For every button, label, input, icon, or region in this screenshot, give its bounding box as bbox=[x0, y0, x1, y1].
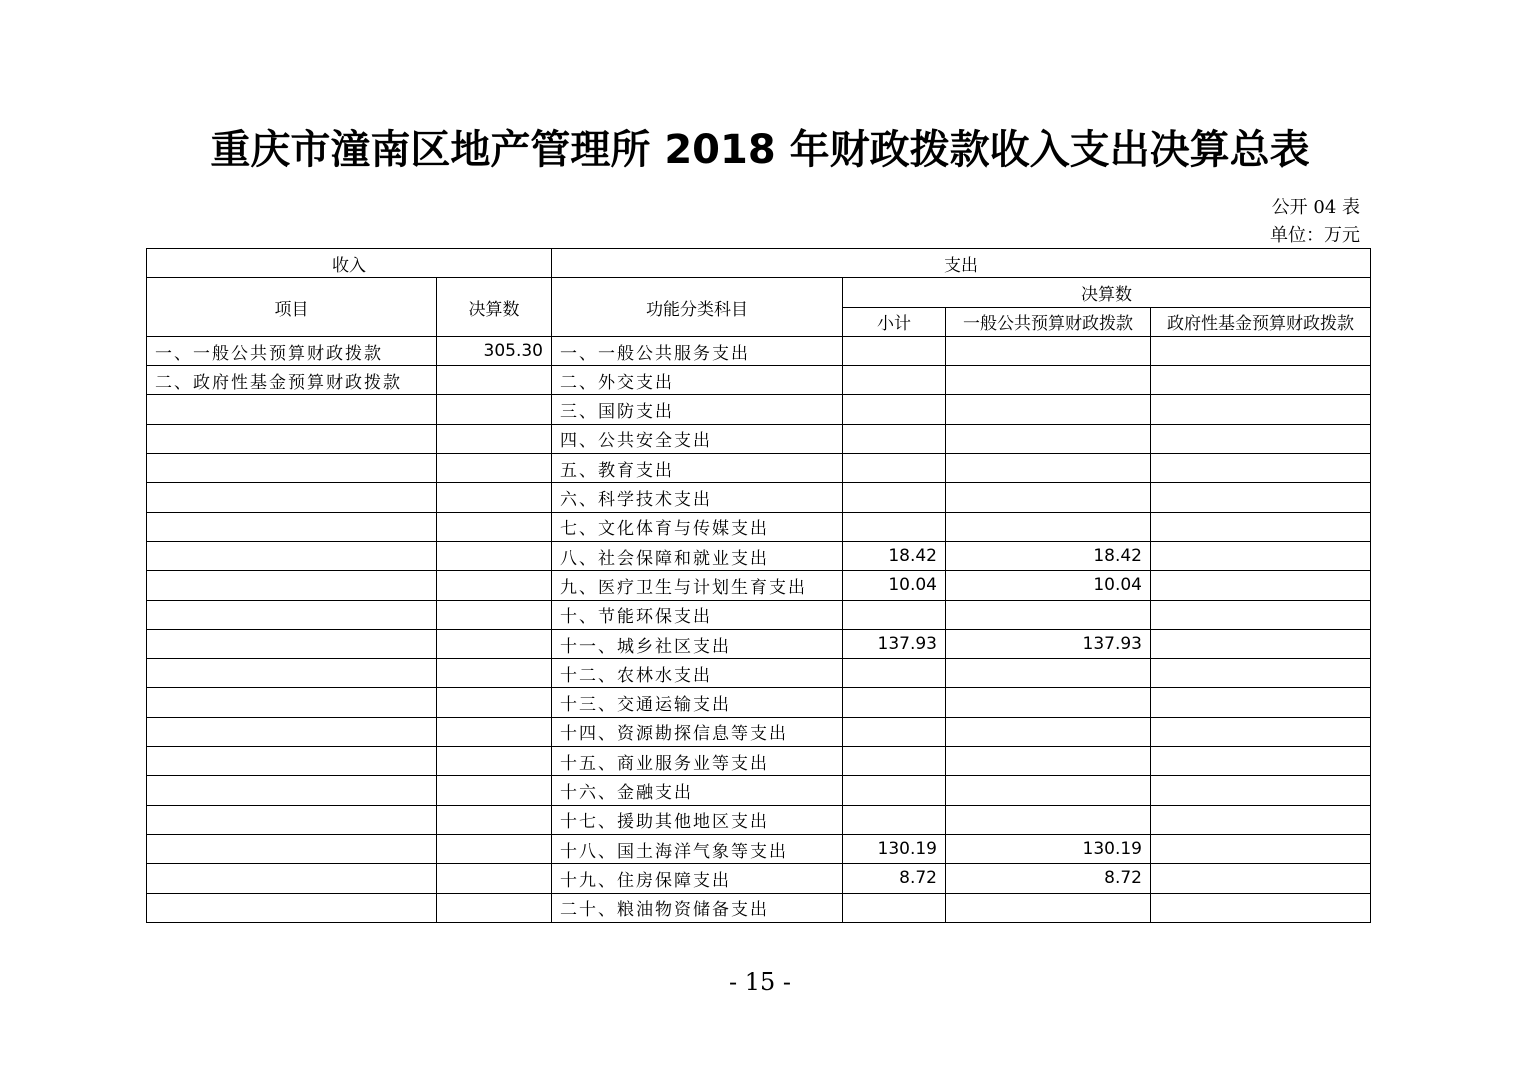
gov-fund-cell bbox=[1151, 366, 1371, 395]
income-amount-cell bbox=[437, 659, 552, 688]
general-budget-cell bbox=[946, 747, 1151, 776]
general-budget-cell bbox=[946, 688, 1151, 717]
general-budget-cell: 137.93 bbox=[946, 629, 1151, 658]
general-budget-cell bbox=[946, 424, 1151, 453]
income-item-cell bbox=[147, 776, 437, 805]
general-budget-cell bbox=[946, 659, 1151, 688]
subtotal-cell: 10.04 bbox=[843, 571, 946, 600]
expense-item-cell: 十五、商业服务业等支出 bbox=[552, 747, 843, 776]
income-amount-cell bbox=[437, 864, 552, 893]
subtotal-cell bbox=[843, 776, 946, 805]
income-amount-cell bbox=[437, 571, 552, 600]
table-row bbox=[147, 864, 1371, 893]
subtotal-cell bbox=[843, 717, 946, 746]
general-budget-cell bbox=[946, 395, 1151, 424]
table-row bbox=[147, 717, 1371, 746]
income-item-cell: 二、政府性基金预算财政拨款 bbox=[147, 366, 437, 395]
table-row bbox=[147, 805, 1371, 834]
subtotal-cell bbox=[843, 747, 946, 776]
expense-item-cell: 十、节能环保支出 bbox=[552, 600, 843, 629]
expense-item-cell: 十二、农林水支出 bbox=[552, 659, 843, 688]
income-item-cell: 一、一般公共预算财政拨款 bbox=[147, 336, 437, 365]
expense-item-cell: 十三、交通运输支出 bbox=[552, 688, 843, 717]
subtotal-cell bbox=[843, 893, 946, 922]
income-item-cell bbox=[147, 717, 437, 746]
subtotal-cell bbox=[843, 600, 946, 629]
income-amount-cell bbox=[437, 805, 552, 834]
table-row bbox=[147, 424, 1371, 453]
table-row bbox=[147, 600, 1371, 629]
table-row bbox=[147, 571, 1371, 600]
income-amount-cell bbox=[437, 395, 552, 424]
subtotal-cell bbox=[843, 483, 946, 512]
income-header: 收入 bbox=[147, 249, 552, 278]
gov-fund-cell bbox=[1151, 571, 1371, 600]
expense-item-cell: 十一、城乡社区支出 bbox=[552, 629, 843, 658]
income-amount-cell bbox=[437, 688, 552, 717]
income-item-cell bbox=[147, 834, 437, 863]
income-item-cell bbox=[147, 424, 437, 453]
expense-item-cell: 四、公共安全支出 bbox=[552, 424, 843, 453]
gov-fund-cell bbox=[1151, 424, 1371, 453]
gov-fund-cell bbox=[1151, 454, 1371, 483]
gov-fund-cell bbox=[1151, 336, 1371, 365]
final-amount-header: 决算数 bbox=[843, 278, 1371, 307]
general-budget-cell bbox=[946, 805, 1151, 834]
income-amount-cell bbox=[437, 747, 552, 776]
header-row-1 bbox=[147, 249, 1371, 278]
table-row bbox=[147, 454, 1371, 483]
subtotal-header: 小计 bbox=[843, 307, 946, 336]
expense-item-cell: 十九、住房保障支出 bbox=[552, 864, 843, 893]
expense-item-cell: 八、社会保障和就业支出 bbox=[552, 541, 843, 570]
income-item-cell bbox=[147, 541, 437, 570]
expense-item-cell: 二十、粮油物资储备支出 bbox=[552, 893, 843, 922]
subtotal-cell bbox=[843, 688, 946, 717]
gov-fund-cell bbox=[1151, 600, 1371, 629]
income-amount-cell bbox=[437, 834, 552, 863]
page-number: - 15 - bbox=[728, 968, 791, 996]
gov-fund-cell bbox=[1151, 834, 1371, 863]
table-row bbox=[147, 629, 1371, 658]
gov-fund-cell bbox=[1151, 893, 1371, 922]
income-amount-cell bbox=[437, 424, 552, 453]
budget-table bbox=[146, 248, 1371, 923]
general-budget-cell bbox=[946, 893, 1151, 922]
table-row bbox=[147, 893, 1371, 922]
income-amount-cell bbox=[437, 454, 552, 483]
item-header: 项目 bbox=[147, 278, 437, 337]
expense-item-cell: 九、医疗卫生与计划生育支出 bbox=[552, 571, 843, 600]
income-amount-cell bbox=[437, 600, 552, 629]
table-row bbox=[147, 688, 1371, 717]
gov-fund-cell bbox=[1151, 512, 1371, 541]
expense-item-cell: 三、国防支出 bbox=[552, 395, 843, 424]
income-amount-cell bbox=[437, 512, 552, 541]
general-budget-cell bbox=[946, 512, 1151, 541]
unit-label: 单位：万元 bbox=[1270, 225, 1360, 246]
expense-item-cell: 二、外交支出 bbox=[552, 366, 843, 395]
table-row bbox=[147, 659, 1371, 688]
func-category-header: 功能分类科目 bbox=[552, 278, 843, 337]
expense-item-cell: 十八、国土海洋气象等支出 bbox=[552, 834, 843, 863]
income-item-cell bbox=[147, 659, 437, 688]
income-item-cell bbox=[147, 395, 437, 424]
gov-fund-cell bbox=[1151, 659, 1371, 688]
gov-fund-cell bbox=[1151, 864, 1371, 893]
subtotal-cell bbox=[843, 366, 946, 395]
table-row bbox=[147, 747, 1371, 776]
income-item-cell bbox=[147, 805, 437, 834]
subtotal-cell: 137.93 bbox=[843, 629, 946, 658]
income-amount-cell bbox=[437, 893, 552, 922]
gov-fund-cell bbox=[1151, 747, 1371, 776]
general-budget-cell bbox=[946, 366, 1151, 395]
gov-fund-header: 政府性基金预算财政拨款 bbox=[1151, 307, 1371, 336]
income-item-cell bbox=[147, 688, 437, 717]
subtotal-cell bbox=[843, 805, 946, 834]
form-number: 公开 04 表 bbox=[1271, 197, 1360, 218]
income-item-cell bbox=[147, 600, 437, 629]
gov-fund-cell bbox=[1151, 541, 1371, 570]
income-amount-cell bbox=[437, 541, 552, 570]
income-item-cell bbox=[147, 893, 437, 922]
expense-item-cell: 五、教育支出 bbox=[552, 454, 843, 483]
expense-item-cell: 十四、资源勘探信息等支出 bbox=[552, 717, 843, 746]
general-budget-cell bbox=[946, 600, 1151, 629]
gov-fund-cell bbox=[1151, 395, 1371, 424]
income-item-cell bbox=[147, 512, 437, 541]
table-row bbox=[147, 395, 1371, 424]
document-title: 重庆市潼南区地产管理所 2018 年财政拨款收入支出决算总表 bbox=[210, 127, 1310, 173]
general-budget-cell: 18.42 bbox=[946, 541, 1151, 570]
subtotal-cell bbox=[843, 336, 946, 365]
subtotal-cell: 8.72 bbox=[843, 864, 946, 893]
expense-item-cell: 十七、援助其他地区支出 bbox=[552, 805, 843, 834]
general-budget-cell bbox=[946, 717, 1151, 746]
income-item-cell bbox=[147, 629, 437, 658]
subtotal-cell bbox=[843, 395, 946, 424]
general-budget-cell: 10.04 bbox=[946, 571, 1151, 600]
amount-header: 决算数 bbox=[437, 278, 552, 337]
income-amount-cell bbox=[437, 629, 552, 658]
table-row bbox=[147, 776, 1371, 805]
gov-fund-cell bbox=[1151, 483, 1371, 512]
subtotal-cell: 18.42 bbox=[843, 541, 946, 570]
expense-header: 支出 bbox=[552, 249, 1371, 278]
table-row bbox=[147, 512, 1371, 541]
expense-item-cell: 七、文化体育与传媒支出 bbox=[552, 512, 843, 541]
income-amount-cell bbox=[437, 717, 552, 746]
general-budget-cell: 130.19 bbox=[946, 834, 1151, 863]
general-budget-cell bbox=[946, 454, 1151, 483]
subtotal-cell bbox=[843, 454, 946, 483]
income-item-cell bbox=[147, 454, 437, 483]
general-budget-cell bbox=[946, 483, 1151, 512]
income-amount-cell bbox=[437, 776, 552, 805]
income-item-cell bbox=[147, 747, 437, 776]
income-item-cell bbox=[147, 864, 437, 893]
income-item-cell bbox=[147, 571, 437, 600]
expense-item-cell: 十六、金融支出 bbox=[552, 776, 843, 805]
gov-fund-cell bbox=[1151, 688, 1371, 717]
table-row bbox=[147, 541, 1371, 570]
table-row bbox=[147, 366, 1371, 395]
income-amount-cell bbox=[437, 366, 552, 395]
general-budget-header: 一般公共预算财政拨款 bbox=[946, 307, 1151, 336]
subtotal-cell: 130.19 bbox=[843, 834, 946, 863]
gov-fund-cell bbox=[1151, 717, 1371, 746]
table-row bbox=[147, 336, 1371, 365]
expense-item-cell: 一、一般公共服务支出 bbox=[552, 336, 843, 365]
header-row-2 bbox=[147, 278, 1371, 307]
general-budget-cell: 8.72 bbox=[946, 864, 1151, 893]
expense-item-cell: 六、科学技术支出 bbox=[552, 483, 843, 512]
table-row bbox=[147, 834, 1371, 863]
gov-fund-cell bbox=[1151, 776, 1371, 805]
general-budget-cell bbox=[946, 336, 1151, 365]
gov-fund-cell bbox=[1151, 629, 1371, 658]
general-budget-cell bbox=[946, 776, 1151, 805]
table-row bbox=[147, 483, 1371, 512]
income-amount-cell bbox=[437, 483, 552, 512]
income-amount-cell: 305.30 bbox=[437, 336, 552, 365]
income-item-cell bbox=[147, 483, 437, 512]
subtotal-cell bbox=[843, 512, 946, 541]
subtotal-cell bbox=[843, 424, 946, 453]
gov-fund-cell bbox=[1151, 805, 1371, 834]
subtotal-cell bbox=[843, 659, 946, 688]
